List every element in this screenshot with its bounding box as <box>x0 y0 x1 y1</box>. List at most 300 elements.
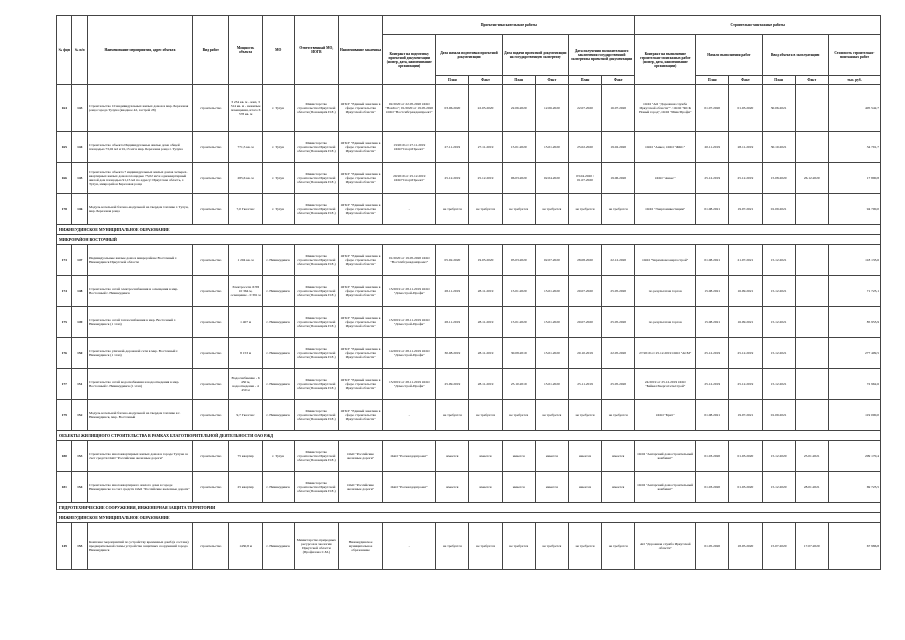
cell-design-submit-plan: 15.01.2020 <box>502 276 535 307</box>
cell-work-type: строительство <box>193 194 229 225</box>
cell-construction-start-plan: 01.07.2020 <box>696 85 729 132</box>
cell-name: Модуль котельной блочно-модульной на твердом топливе в г. Нижнеудинск, мкр. Восточный <box>87 400 192 431</box>
cell-cost: 94 700,0 <box>828 194 880 225</box>
cell-num-fcp: 166 <box>57 163 72 194</box>
cell-num-fcp: 176 <box>57 338 72 369</box>
cell-design-approval-fact: 19.02.2020 <box>602 132 635 163</box>
cell-design-approval-plan: имеется <box>568 441 601 472</box>
cell-design-submit-fact: 02.07.2020 <box>535 245 568 276</box>
cell-commission-plan: 15.12.2021 <box>762 276 795 307</box>
section-header-row <box>57 235 881 245</box>
cell-num-fcp: 181 <box>57 472 72 503</box>
cell-capacity: 75 квартир <box>229 441 262 472</box>
cell-customer: ОГКУ "Единый заказчик в сфере строительства Иркутской области" <box>338 85 382 132</box>
cell-customer: ОГКУ "Единый заказчик в сфере строительства Иркутской области" <box>338 307 382 338</box>
document-sheet <box>56 15 881 570</box>
cell-capacity: 1430,8 м <box>229 523 262 570</box>
cell-capacity: Электросети ЛЭП 10 364 м, освещение - 0 391 м <box>229 276 262 307</box>
cell-num-pp: 152 <box>72 400 87 431</box>
cell-responsible: Министерство строительства Иркутской области (Пономарёв П.Е.) <box>294 85 338 132</box>
cell-commission-fact <box>795 194 828 225</box>
cell-commission-plan: 15.12.2020 <box>762 472 795 503</box>
cell-customer: ОГКУ "Единый заказчик в сфере строительства Иркутской области" <box>338 194 382 225</box>
cell-design-submit-fact: не требуется <box>535 194 568 225</box>
cell-num-fcp: 174 <box>57 276 72 307</box>
cell-mo: г. Нижнеудинск <box>262 307 294 338</box>
cell-work-type: строительство <box>193 132 229 163</box>
header-customer: Наименование заказчика <box>338 16 382 85</box>
cell-commission-fact <box>795 369 828 400</box>
cell-construction-start-plan: 20.11.2019 <box>696 132 729 163</box>
cell-design-start-plan: 28.11.2019 <box>436 307 469 338</box>
cell-commission-fact <box>795 307 828 338</box>
cell-commission-plan: 01.09.2021 <box>762 400 795 431</box>
cell-commission-plan: 15.07.2020 <box>762 523 795 570</box>
cell-design-approval-plan: 03.04.2020 / 01.07.2020 <box>568 163 601 194</box>
cell-design-submit-fact: не требуется <box>535 523 568 570</box>
cell-design-submit-plan: 06.03.2020 <box>502 163 535 194</box>
cell-design-contract: 14/2019 от 28.11.2019 ООО "Домострой-Профи" <box>383 338 436 369</box>
cell-design-submit-fact: имеется <box>535 441 568 472</box>
table-row <box>57 338 881 369</box>
cell-num-fcp: 149 <box>57 523 72 570</box>
cell-construction-start-fact: 01.03.2020 <box>729 472 762 503</box>
cell-design-submit-fact: 15.01.2020 <box>535 307 568 338</box>
header-design-contract: Контракт на подготовку проектной документации (номер, дата, наименование организации) <box>383 35 436 85</box>
cell-design-approval-fact: 19.06.2020 <box>602 163 635 194</box>
cell-name: Строительство сетей теплоснабжения в мкр. Восточный г. Нижнеудинск (1 этап) <box>87 307 192 338</box>
cell-mo: г. Тулун <box>262 132 294 163</box>
cell-commission-fact <box>795 245 828 276</box>
table-row <box>57 441 881 472</box>
cell-construction-contract: ООО "Черемховоэнергострой" <box>635 245 696 276</box>
cell-design-start-plan: 27.11.2019 <box>436 132 469 163</box>
table-row <box>57 472 881 503</box>
header-responsible: Ответственный МО, ИОГВ <box>294 16 338 85</box>
cell-work-type: строительство <box>193 276 229 307</box>
cell-design-start-fact: 28.11.2019 <box>469 369 502 400</box>
cell-design-contract: 20/2019 от 25.12.2019 ООО"СпортПроект" <box>383 163 436 194</box>
cell-construction-start-fact: 18.05.2020 <box>729 523 762 570</box>
cell-design-contract: - <box>383 400 436 431</box>
cell-work-type: строительство <box>193 85 229 132</box>
cell-name: Строительство 10 индивидуальных жилых домов в мкр. Березовая роща города Тулуна (вводное 42, застрой 28) <box>87 85 192 132</box>
cell-design-start-fact: не требуется <box>469 523 502 570</box>
table-row <box>57 307 881 338</box>
cell-design-approval-fact: 25.05.2020 <box>602 276 635 307</box>
cell-construction-start-plan: 01.03.2020 <box>696 441 729 472</box>
cell-num-pp: 151 <box>72 369 87 400</box>
section-title: ОБЪЕКТЫ ЖИЛИЩНОГО СТРОИТЕЛЬСТВА В РАМКАХ БЛАГОТВОРИТЕЛЬНОЙ ДЕЯТЕЛЬНОСТИ ОАО РЖД <box>57 431 881 441</box>
cell-customer: ОГКУ "Единый заказчик в сфере строительства Иркутской области" <box>338 400 382 431</box>
table-body <box>57 85 881 570</box>
cell-capacity: Водоснабжение - 6 450 м, водоотведение - 4 450 м <box>229 369 262 400</box>
cell-name: Строительство многоквартирного жилого дома в городе Нижнеудинске за счет средств ОАО "Российские железные дороги" <box>87 472 192 503</box>
cell-design-approval-fact: 22.12.2020 <box>602 245 635 276</box>
table-row <box>57 194 881 225</box>
cell-responsible: Министерство строительства Иркутской области (Пономарёв П.Е.) <box>294 245 338 276</box>
section-header-row <box>57 431 881 441</box>
cell-num-pp: 149 <box>72 307 87 338</box>
cell-design-start-fact: 28.11.2019 <box>469 338 502 369</box>
header-plan: План <box>568 76 601 85</box>
cell-mo: г. Нижнеудинск <box>262 523 294 570</box>
cell-design-approval-fact: 16.07.2020 <box>602 85 635 132</box>
cell-design-start-fact: не требуется <box>469 400 502 431</box>
cell-num-fcp: 164 <box>57 85 72 132</box>
cell-design-submit-plan: 15.01.2020 <box>502 132 535 163</box>
cell-design-submit-plan: 05.03.2020 <box>502 245 535 276</box>
cell-num-pp: 154 <box>72 472 87 503</box>
cell-name: Строительство сетей водоснабжения и водоотведения в мкр. Восточный г. Нижнеудинск (1 этап) <box>87 369 192 400</box>
cell-customer: ОГКУ "Единый заказчик в сфере строительства Иркутской области" <box>338 276 382 307</box>
cell-cost: 72 962,6 <box>828 369 880 400</box>
header-mo: МО <box>262 16 294 85</box>
cell-customer: ОГКУ "Единый заказчик в сфере строительства Иркутской области" <box>338 338 382 369</box>
header-design-group: Проектно-изыскательские работы <box>383 16 635 35</box>
cell-num-fcp: 175 <box>57 307 72 338</box>
cell-construction-start-plan: 15.08.2021 <box>696 307 729 338</box>
header-cost: Стоимость строительно-монтажных работ <box>828 35 880 76</box>
cell-num-fcp: 180 <box>57 441 72 472</box>
cell-design-approval-fact: 22.05.2020 <box>602 338 635 369</box>
cell-design-start-fact: не требуется <box>469 194 502 225</box>
section-header-row <box>57 513 881 523</box>
header-construction-contract: Контракт на выполнение строительно-монтажных работ (номер, дата, наименование организации) <box>635 35 696 85</box>
cell-design-start-fact: 28.11.2019 <box>469 276 502 307</box>
cell-mo: г. Тулун <box>262 163 294 194</box>
cell-construction-start-fact: 19.07.2021 <box>729 194 762 225</box>
cell-construction-start-fact: 01.03.2020 <box>729 85 762 132</box>
cell-commission-plan: 15.12.2021 <box>762 369 795 400</box>
cell-construction-start-fact: 19.07.2021 <box>729 400 762 431</box>
cell-construction-contract: ООО "Брит" <box>635 400 696 431</box>
cell-design-submit-fact: имеется <box>535 472 568 503</box>
section-header-row <box>57 503 881 513</box>
cell-design-start-plan: не требуется <box>436 523 469 570</box>
cell-num-fcp: 173 <box>57 245 72 276</box>
cell-responsible: Министерство строительства Иркутской области (Пономарёв П.Е.) <box>294 441 338 472</box>
cell-work-type: строительство <box>193 472 229 503</box>
header-construction-group: Строительно-монтажные работы <box>635 16 881 35</box>
cell-design-start-fact: имеется <box>469 472 502 503</box>
cell-commission-fact <box>795 132 828 163</box>
cell-commission-plan: 15.08.2020 <box>762 163 795 194</box>
cell-design-start-fact: 19.05.2020 <box>469 245 502 276</box>
table-row <box>57 85 881 132</box>
header-plan: План <box>502 76 535 85</box>
cell-construction-contract: ООО "Анкес, ООО "ЖКС" <box>635 132 696 163</box>
table-row <box>57 163 881 194</box>
cell-design-submit-plan: 22.06.2020 <box>502 85 535 132</box>
cell-responsible: Министерство строительства Иркутской области (Пономарёв П.Е.) <box>294 194 338 225</box>
cell-work-type: строительство <box>193 338 229 369</box>
cell-commission-fact <box>795 400 828 431</box>
section-title: НИЖНЕУДИНСКОЕ МУНИЦИПАЛЬНОЕ ОБРАЗОВАНИЕ <box>57 225 881 235</box>
cell-design-approval-fact: не требуется <box>602 523 635 570</box>
cell-design-contract: 15/2019 от 28.11.2019 ООО "Домострой-Профи" <box>383 307 436 338</box>
cell-design-approval-plan: имеется <box>568 472 601 503</box>
cell-commission-fact: 25.01.2021 <box>795 441 828 472</box>
table-row <box>57 276 881 307</box>
cell-design-approval-fact: имеется <box>602 441 635 472</box>
cell-design-submit-plan: не требуется <box>502 194 535 225</box>
cell-design-start-plan: имеется <box>436 472 469 503</box>
cell-design-submit-plan: 15.01.2020 <box>502 307 535 338</box>
header-name: Наименование мероприятия, адрес объекта <box>87 16 192 85</box>
cell-mo: г. Тулун <box>262 441 294 472</box>
cell-design-contract: - <box>383 523 436 570</box>
table-row <box>57 523 881 570</box>
cell-design-contract: 15/2019 от 28.11.2019 ООО "Домострой-Профи" <box>383 276 436 307</box>
cell-construction-start-fact: 28.11.2019 <box>729 132 762 163</box>
cell-design-approval-fact: имеется <box>602 472 635 503</box>
cell-num-pp: 143 <box>72 85 87 132</box>
cell-name: Строительство объекта 7 индивидуальных жилых домов четырех-квартирных жилых домов площадью 73,02 м2 и одноквартирный жилой дом площадью 91,15 м2 по адресу: Иркутская область, г. Тулун, микрорайон Березовая роща <box>87 163 192 194</box>
cell-design-start-plan: 28.11.2019 <box>436 276 469 307</box>
cell-design-start-fact: 27.11.2019 <box>469 132 502 163</box>
cell-num-fcp: 178 <box>57 194 72 225</box>
cell-design-submit-fact: 12.06.2020 <box>535 85 568 132</box>
cell-design-submit-fact: 02.04.2020 <box>535 163 568 194</box>
cell-num-pp: 150 <box>72 338 87 369</box>
cell-design-submit-plan: не требуется <box>502 400 535 431</box>
cell-construction-start-plan: 15.08.2021 <box>696 276 729 307</box>
cell-construction-start-fact: 16.09.2021 <box>729 307 762 338</box>
cell-cost: 17 890,8 <box>828 163 880 194</box>
cell-mo: г. Нижнеудинск <box>262 400 294 431</box>
cell-design-start-fact: 25.12.2019 <box>469 163 502 194</box>
cell-design-submit-fact: 15.01.2020 <box>535 132 568 163</box>
cell-construction-start-plan: 25.12.2019 <box>696 338 729 369</box>
cell-cost: 71 723,1 <box>828 276 880 307</box>
table-row <box>57 245 881 276</box>
cell-commission-plan: 30.06.2021 <box>762 85 795 132</box>
construction-schedule-table <box>56 15 881 570</box>
cell-construction-start-plan: 25.12.2019 <box>696 369 729 400</box>
cell-design-contract: 01/2020 от 19.05.2020 ООО "Востсибгражданпроект" <box>383 245 436 276</box>
cell-num-pp: 153 <box>72 441 87 472</box>
cell-construction-contract: ООО "Анкес" <box>635 163 696 194</box>
section-title: ГИДРОТЕХНИЧЕСКИЕ СООРУЖЕНИЯ, ИНЖЕНЕРНАЯ ЗАЩИТА ТЕРРИТОРИИ <box>57 503 881 513</box>
cell-construction-contract: ООО "Ангарский домостроительный комбинат" <box>635 472 696 503</box>
cell-design-start-plan: 03.06.2020 <box>436 85 469 132</box>
cell-construction-start-fact: 25.12.2019 <box>729 369 762 400</box>
cell-design-start-plan: имеется <box>436 441 469 472</box>
header-capacity: Мощность объекта <box>229 16 262 85</box>
cell-cost: 118 133,6 <box>828 245 880 276</box>
cell-construction-contract: 27/2019 от 25.12.2019 ООО "АСМ" <box>635 338 696 369</box>
cell-customer: ОАО "Российские железные дороги" <box>338 472 382 503</box>
cell-design-approval-fact: 25.05.2020 <box>602 369 635 400</box>
cell-design-approval-plan: 20.07.2020 <box>568 276 601 307</box>
cell-responsible: Министерство строительства Иркутской области (Пономарёв П.Е.) <box>294 307 338 338</box>
cell-design-submit-fact: не требуется <box>535 400 568 431</box>
cell-name: Строительство сетей электроснабжения и освещения в мкр. Восточный г. Нижнеудинск <box>87 276 192 307</box>
header-cost-unit: тыс. руб. <box>828 76 880 85</box>
cell-construction-start-fact: 21.07.2021 <box>729 245 762 276</box>
cell-construction-start-plan: 01.03.2020 <box>696 472 729 503</box>
cell-cost: 119 000,0 <box>828 400 880 431</box>
cell-commission-plan: 15.12.2020 <box>762 441 795 472</box>
cell-design-contract: ОАО "Росжелдорпроект" <box>383 472 436 503</box>
cell-construction-contract: ООО "АО "Дорожная служба Иркутской области"" / ООО "ФСК Новый город", ООО "МинсПрофи" <box>635 85 696 132</box>
cell-capacity: 9,7 Гкал/час <box>229 400 262 431</box>
cell-design-approval-plan: 22.07.2020 <box>568 85 601 132</box>
cell-num-fcp: 179 <box>57 400 72 431</box>
cell-design-submit-plan: 30.08.2019 <box>502 338 535 369</box>
header-plan: План <box>762 76 795 85</box>
cell-design-approval-plan: не требуется <box>568 523 601 570</box>
cell-num-pp: 148 <box>72 276 87 307</box>
cell-mo: г. Нижнеудинск <box>262 276 294 307</box>
cell-design-start-fact: 22.05.2020 <box>469 85 502 132</box>
cell-cost: 405 542,7 <box>828 85 880 132</box>
cell-customer: ОГКУ "Единый заказчик в сфере строительства Иркутской области" <box>338 369 382 400</box>
cell-num-pp: 147 <box>72 245 87 276</box>
cell-design-approval-fact: не требуется <box>602 400 635 431</box>
cell-design-approval-plan: 20.07.2020 <box>568 307 601 338</box>
cell-design-start-fact: 28.11.2019 <box>469 307 502 338</box>
cell-responsible: Министерство строительства Иркутской области (Пономарёв П.Е.) <box>294 400 338 431</box>
cell-work-type: строительство <box>193 307 229 338</box>
header-num-pp: № п/п <box>72 16 87 85</box>
cell-name: Модуль котельной блочно-модульной на твердом топливе г. Тулун, мкр. Березовая роща <box>87 194 192 225</box>
cell-design-contract: 13/2019 от 27.11.2019 ООО"СпортПроект" <box>383 132 436 163</box>
cell-design-approval-plan: не требуется <box>568 400 601 431</box>
cell-customer: Нижнеудинское муниципальное образование <box>338 523 382 570</box>
cell-construction-start-plan: 01.08.2021 <box>696 194 729 225</box>
header-fact: Факт <box>795 76 828 85</box>
section-header-row <box>57 225 881 235</box>
header-design-submit: Дата подачи проектной документации на государственную экспертизу <box>502 35 568 76</box>
cell-capacity: 771,5 кв. м <box>229 132 262 163</box>
header-fact: Факт <box>469 76 502 85</box>
cell-construction-start-plan: 25.12.2019 <box>696 163 729 194</box>
cell-construction-contract: ООО "Ангарский домостроительный комбинат" <box>635 441 696 472</box>
cell-commission-fact <box>795 85 828 132</box>
header-work-type: Вид работ <box>193 16 229 85</box>
header-num-fcp: № фцп <box>57 16 72 85</box>
cell-work-type: строительство <box>193 369 229 400</box>
cell-mo: г. Нижнеудинск <box>262 245 294 276</box>
cell-design-approval-fact: не требуется <box>602 194 635 225</box>
header-fact: Факт <box>729 76 762 85</box>
cell-design-start-plan: не требуется <box>436 194 469 225</box>
header-design-approval: Дата получения положительного заключения государственной экспертизы проектной документации <box>568 35 634 76</box>
table-row <box>57 369 881 400</box>
cell-name: Строительство уличной-дорожной сети в мкр. Восточный г. Нижнеудинск (1 этап) <box>87 338 192 369</box>
cell-capacity: 7,0 Гкал/час <box>229 194 262 225</box>
cell-work-type: строительство <box>193 400 229 431</box>
cell-design-submit-plan: имеется <box>502 472 535 503</box>
cell-capacity: 1 407 м <box>229 307 262 338</box>
cell-mo: г. Нижнеудинск <box>262 472 294 503</box>
cell-commission-plan: 15.12.2021 <box>762 245 795 276</box>
cell-design-start-plan: не требуется <box>436 400 469 431</box>
header-construction-start: Начало выполнения работ <box>696 35 762 76</box>
cell-design-start-plan: 25.12.2019 <box>436 163 469 194</box>
cell-customer: ОАО "Российские железные дороги" <box>338 441 382 472</box>
cell-construction-start-fact: 25.12.2019 <box>729 163 762 194</box>
cell-design-contract: - <box>383 194 436 225</box>
cell-design-start-plan: 30.08.2019 <box>436 338 469 369</box>
cell-design-approval-plan: не требуется <box>568 194 601 225</box>
cell-capacity: 3 234 кв. м - жил, 3 314 кв. м - нежилые помещения, итого 6 578 кв. м <box>229 85 262 132</box>
cell-num-pp: 144 <box>72 132 87 163</box>
cell-customer: ОГКУ "Единый заказчик в сфере строительства Иркутской области" <box>338 132 382 163</box>
cell-mo: г. Нижнеудинск <box>262 338 294 369</box>
cell-construction-start-fact: 01.03.2020 <box>729 441 762 472</box>
cell-num-fcp: 177 <box>57 369 72 400</box>
cell-cost: 277 409,5 <box>828 338 880 369</box>
cell-construction-start-plan: 01.05.2020 <box>696 523 729 570</box>
cell-construction-start-fact: 25.12.2019 <box>729 338 762 369</box>
section-title: НИЖНЕУДИНСКОЕ МУНИЦИПАЛЬНОЕ ОБРАЗОВАНИЕ <box>57 513 881 523</box>
header-commission: Ввод объекта в эксплуатацию <box>762 35 828 76</box>
cell-commission-fact: 17.07.2020 <box>795 523 828 570</box>
cell-design-start-plan: 25.09.2019 <box>436 369 469 400</box>
cell-responsible: Министерство строительства Иркутской области (Пономарёв П.Е.) <box>294 132 338 163</box>
header-plan: План <box>696 76 729 85</box>
cell-commission-fact: 26.12.2020 <box>795 163 828 194</box>
cell-design-contract: ОАО "Росжелдорпроект" <box>383 441 436 472</box>
cell-design-contract: 02/2020 от 22.05.2020 ООО "НовГео"; 01/2020 от 19.05.2020 ООО "Востсибгражданпроект" <box>383 85 436 132</box>
cell-cost: 209 170,4 <box>828 441 880 472</box>
cell-cost: 34 791,7 <box>828 132 880 163</box>
cell-responsible: Министерство строительства Иркутской области (Пономарёв П.Е.) <box>294 472 338 503</box>
cell-customer: ОГКУ "Единый заказчик в сфере строительства Иркутской области" <box>338 163 382 194</box>
cell-mo: г. Тулун <box>262 85 294 132</box>
cell-construction-start-plan: 01.08.2021 <box>696 400 729 431</box>
header-fact: Факт <box>602 76 635 85</box>
cell-design-submit-fact: 15.01.2020 <box>535 338 568 369</box>
cell-name: Строительство объекта Индивидуальные жилые дома общей площадью 73,02 м2 и 91,15 м2 в мкр. Березовая роща г. Тулуна <box>87 132 192 163</box>
cell-construction-contract: АО "Дорожная служба Иркутской области" <box>635 523 696 570</box>
cell-construction-contract: по результатам торгов <box>635 307 696 338</box>
cell-num-pp: 145 <box>72 163 87 194</box>
cell-mo: г. Нижнеудинск <box>262 369 294 400</box>
cell-num-fcp: 165 <box>57 132 72 163</box>
cell-commission-plan: 01.09.2021 <box>762 194 795 225</box>
cell-construction-contract: по результатам торгов <box>635 276 696 307</box>
cell-construction-contract: ООО "Энергоинвестиции" <box>635 194 696 225</box>
cell-commission-fact <box>795 338 828 369</box>
table-row <box>57 400 881 431</box>
header-design-start: Дата начала подготовки проектной документации <box>436 35 502 76</box>
header-plan: План <box>436 76 469 85</box>
cell-construction-contract: 24/2019 от 25.12.2019 ООО "БайкалЭнергоСетьСтрой" <box>635 369 696 400</box>
cell-capacity: 285,6 кв. м <box>229 163 262 194</box>
cell-name: Индивидуальные жилые дома в микрорайоне Восточный г. Нижнеудинск Иркутской области <box>87 245 192 276</box>
cell-work-type: строительство <box>193 523 229 570</box>
cell-commission-plan: 15.12.2021 <box>762 307 795 338</box>
cell-design-start-plan: 05.02.2020 <box>436 245 469 276</box>
cell-design-approval-plan: 20.10.2019 <box>568 338 601 369</box>
cell-capacity: 25 квартир <box>229 472 262 503</box>
cell-design-submit-fact: 15.01.2020 <box>535 369 568 400</box>
header-fact: Факт <box>535 76 568 85</box>
table-row <box>57 132 881 163</box>
cell-name: Комплекс мероприятий по устройству временных дамб (в составе) предварительной схемы устройства защитных сооружений города Нижнеудинск <box>87 523 192 570</box>
cell-capacity: 8 153 м <box>229 338 262 369</box>
cell-construction-start-fact: 16.09.2021 <box>729 276 762 307</box>
cell-responsible: Министерство строительства Иркутской области (Пономарёв П.Е.) <box>294 276 338 307</box>
cell-cost: 67 986,8 <box>828 523 880 570</box>
cell-commission-plan: 30.10.2021 <box>762 132 795 163</box>
cell-commission-fact: 28.01.2021 <box>795 472 828 503</box>
cell-design-submit-plan: имеется <box>502 441 535 472</box>
